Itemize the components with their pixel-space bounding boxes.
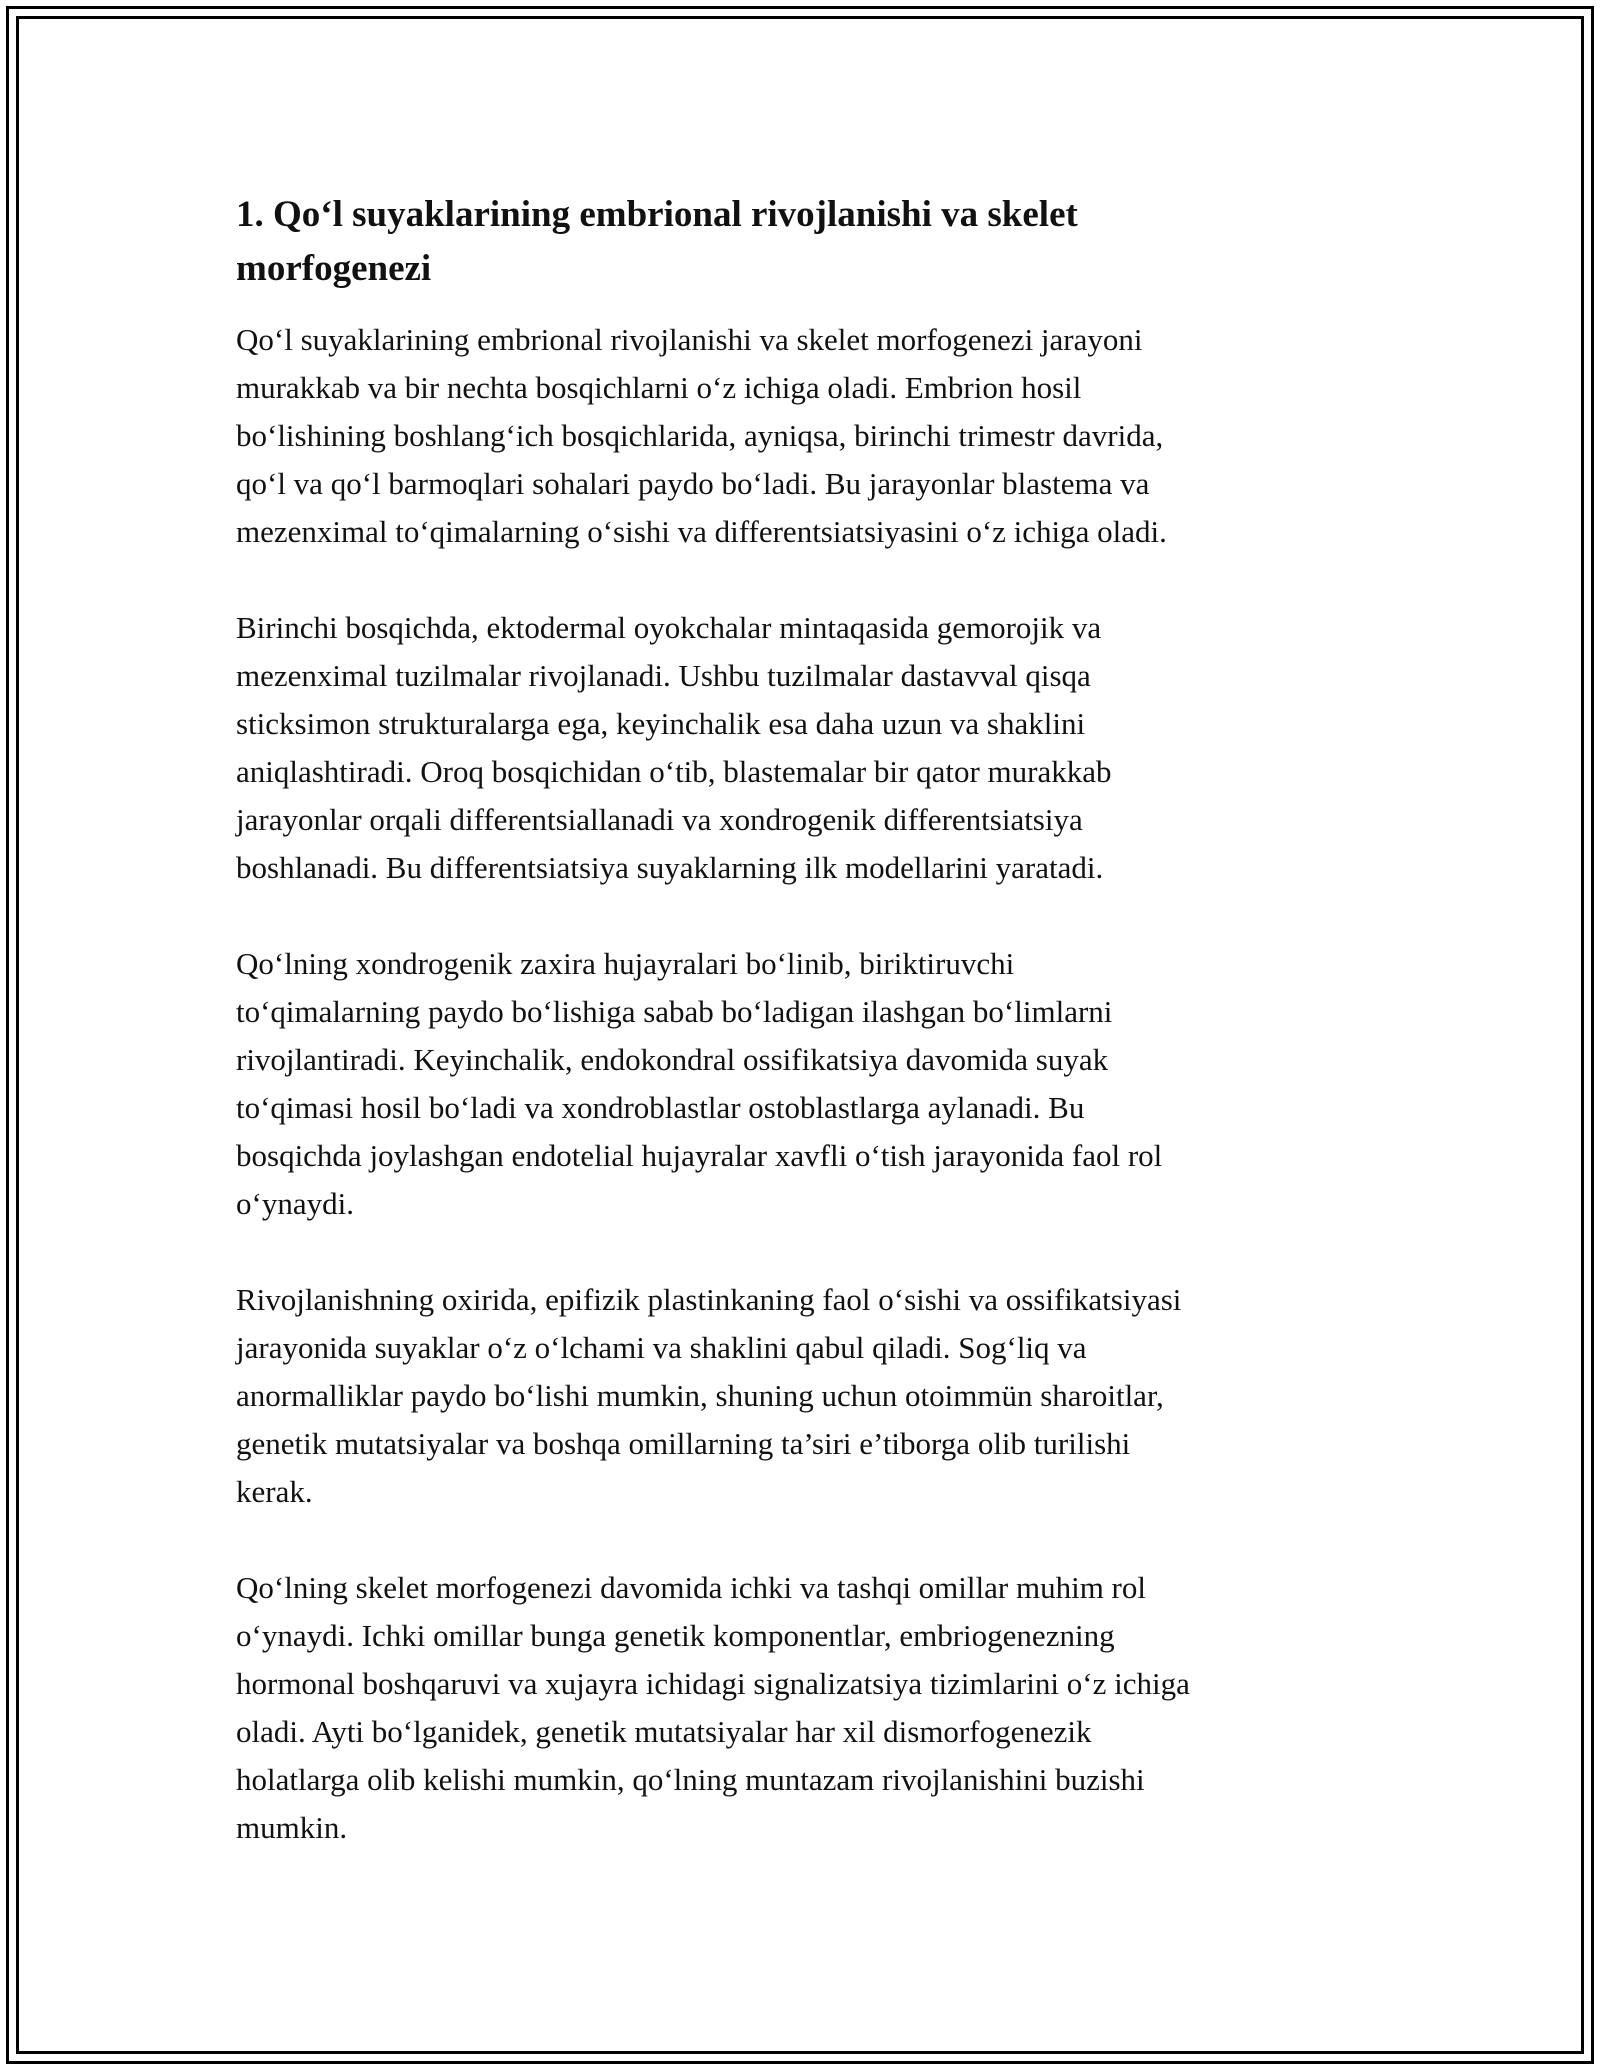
paragraph-5: Qo‘lning skelet morfogenezi davomida ichki va tashqi omillar muhim rol o‘ynaydi. Ichki omillar bunga genetik komponentlar, embriogenezning hormonal boshqaruvi va xujayra ichidagi signalizatsiya tizimlarini o‘z ichiga oladi. Ayti bo‘lganidek, genetik mutatsiyalar har xil dismorfogenezik holatlarga olib kelishi mumkin, qo‘lning muntazam rivojlanishini buzishi mumkin. (236, 1570, 1190, 1845)
paragraph-4: Rivojlanishning oxirida, epifizik plastinkaning faol o‘sishi va ossifikatsiyasi jarayonida suyaklar o‘z o‘lchami va shaklini qabul qiladi. Sog‘liq va anormalliklar paydo bo‘lishi mumkin, shuning uchun otoimmün sharoitlar, genetik mutatsiyalar va boshqa omillarning ta’siri e’tiborga olib turilishi kerak. (236, 1282, 1182, 1509)
paragraph-2: Birinchi bosqichda, ektodermal oyokchalar mintaqasida gemorojik va mezenximal tuzilmalar rivojlanadi. Ushbu tuzilmalar dastavval qisqa sticksimon strukturalarga ega, keyinchalik esa daha uzun va shaklini aniqlashtiradi. Oroq bosqichidan o‘tib, blastemalar bir qator murakkab jarayonlar orqali differentsiallanadi va xondrogenik differentsiatsiya boshlanadi. Bu differentsiatsiya suyaklarning ilk modellarini yaratadi. (236, 610, 1112, 885)
document-body (236, 188, 1386, 1900)
paragraph-3: Qo‘lning xondrogenik zaxira hujayralari bo‘linib, biriktiruvchi to‘qimalarning paydo bo‘lishiga sabab bo‘ladigan ilashgan bo‘limlarni rivojlantiradi. Keyinchalik, endokondral ossifikatsiya davomida suyak to‘qimasi hosil bo‘ladi va xondroblastlar ostoblastlarga aylanadi. Bu bosqichda joylashgan endotelial hujayralar xavfli o‘tish jarayonida faol rol o‘ynaydi. (236, 946, 1163, 1221)
section-heading: 1. Qo‘l suyaklarining embrional rivojlanishi va skelet morfogenezi (236, 194, 1078, 289)
paragraph-1: Qo‘l suyaklarining embrional rivojlanishi va skelet morfogenezi jarayoni murakkab va bir nechta bosqichlarni o‘z ichiga oladi. Embrion hosil bo‘lishining boshlang‘ich bosqichlarida, ayniqsa, birinchi trimestr davrida, qo‘l va qo‘l barmoqlari sohalari paydo bo‘ladi. Bu jarayonlar blastema va mezenximal to‘qimalarning o‘sishi va differentsiatsiyasini o‘z ichiga oladi. (236, 322, 1167, 549)
